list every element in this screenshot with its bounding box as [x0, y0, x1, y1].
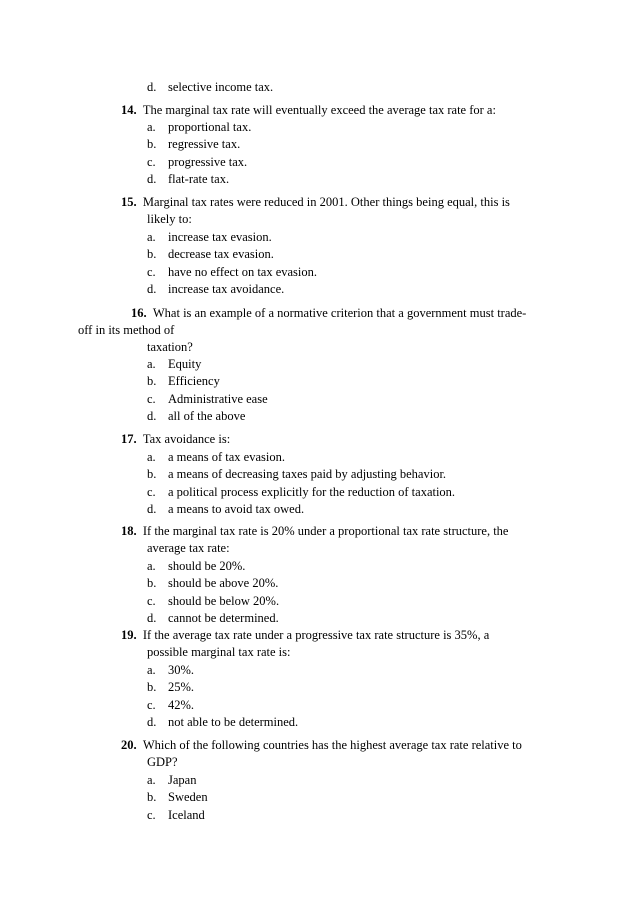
option-text: not able to be determined.	[168, 714, 299, 729]
option-letter: c.	[147, 807, 156, 822]
answer-option	[147, 119, 251, 135]
option-letter: a.	[147, 357, 156, 371]
option-letter: d.	[147, 281, 157, 296]
question-number: 17.	[121, 432, 137, 446]
question-number: 18.	[121, 524, 137, 538]
option-letter: d.	[147, 714, 157, 729]
question-stem	[121, 194, 510, 210]
question-number: 16.	[131, 306, 147, 320]
option-letter: b.	[147, 247, 157, 262]
option-text: should be below 20%.	[168, 593, 280, 608]
question-stem	[121, 102, 496, 118]
option-text: a means to avoid tax owed.	[168, 501, 305, 516]
answer-option	[147, 484, 455, 500]
option-letter: c.	[147, 391, 156, 406]
option-text: Iceland	[168, 807, 205, 822]
answer-option	[147, 575, 278, 591]
option-text: a means of tax evasion.	[168, 450, 285, 464]
option-text: should be 20%.	[168, 559, 246, 573]
option-letter: a.	[147, 230, 156, 244]
option-text: 25%.	[168, 680, 195, 695]
answer-option	[147, 79, 273, 95]
option-letter: a.	[147, 559, 156, 573]
question-text-continued: taxation?	[147, 340, 193, 354]
option-text: all of the above	[168, 408, 246, 423]
answer-option	[147, 449, 285, 465]
option-letter: c.	[147, 593, 156, 608]
answer-option	[147, 356, 201, 372]
option-text: should be above 20%.	[168, 576, 279, 591]
option-text: Administrative ease	[168, 391, 268, 406]
question-number: 19.	[121, 628, 137, 642]
answer-option	[147, 246, 274, 262]
answer-option	[147, 593, 279, 609]
option-text: increase tax evasion.	[168, 230, 272, 244]
option-text: 42%.	[168, 697, 195, 712]
option-letter: d.	[147, 80, 157, 94]
option-text: a means of decreasing taxes paid by adjusting behavior.	[168, 467, 447, 482]
question-text: Marginal tax rates were reduced in 2001. Other things being equal, this is	[142, 195, 510, 209]
answer-option	[147, 408, 245, 424]
question-stem	[121, 523, 508, 539]
option-letter: d.	[147, 501, 157, 516]
question-text: The marginal tax rate will eventually exceed the average tax rate for a:	[142, 103, 496, 117]
question-stem	[121, 737, 522, 753]
question-text-continued: GDP?	[147, 755, 178, 769]
option-letter: b.	[147, 576, 157, 591]
option-text: Sweden	[168, 790, 208, 805]
option-letter: b.	[147, 137, 157, 152]
option-text: cannot be determined.	[168, 610, 279, 625]
answer-option	[147, 789, 208, 805]
option-text: regressive tax.	[168, 137, 241, 152]
question-text: If the average tax rate under a progressive tax rate structure is 35%, a	[142, 628, 490, 642]
answer-option	[147, 229, 272, 245]
answer-option	[147, 679, 194, 695]
question-stem	[121, 431, 230, 447]
answer-option	[147, 714, 298, 730]
question-text-continued: off in its method of	[78, 323, 175, 337]
answer-option	[147, 662, 194, 678]
question-text-continued: possible marginal tax rate is:	[147, 645, 291, 659]
option-letter: b.	[147, 467, 157, 482]
option-letter: c.	[147, 484, 156, 499]
option-text: increase tax avoidance.	[168, 281, 285, 296]
option-letter: a.	[147, 120, 156, 134]
option-text: Japan	[168, 773, 197, 787]
question-text: If the marginal tax rate is 20% under a proportional tax rate structure, the	[142, 524, 509, 538]
option-text: Equity	[168, 357, 202, 371]
option-letter: d.	[147, 171, 157, 186]
option-letter: c.	[147, 154, 156, 169]
question-text: Which of the following countries has the highest average tax rate relative to	[142, 738, 522, 752]
question-stem	[121, 627, 489, 643]
answer-option	[147, 466, 446, 482]
option-text: a political process explicitly for the reduction of taxation.	[168, 484, 456, 499]
option-letter: b.	[147, 374, 157, 389]
option-text: selective income tax.	[168, 80, 274, 94]
option-letter: b.	[147, 680, 157, 695]
answer-option	[147, 610, 279, 626]
answer-option	[147, 501, 304, 517]
option-letter: c.	[147, 697, 156, 712]
answer-option	[147, 558, 245, 574]
option-letter: a.	[147, 663, 156, 677]
answer-option	[147, 373, 220, 389]
answer-option	[147, 697, 194, 713]
option-text: Efficiency	[168, 374, 220, 389]
question-number: 14.	[121, 103, 137, 117]
question-text: Tax avoidance is:	[142, 432, 231, 446]
answer-option	[147, 136, 240, 152]
question-number: 20.	[121, 738, 137, 752]
answer-option	[147, 772, 196, 788]
option-letter: a.	[147, 450, 156, 464]
question-text-continued: average tax rate:	[147, 541, 230, 555]
option-letter: c.	[147, 264, 156, 279]
option-letter: d.	[147, 610, 157, 625]
answer-option	[147, 154, 247, 170]
answer-option	[147, 391, 268, 407]
answer-option	[147, 264, 317, 280]
option-text: decrease tax evasion.	[168, 247, 274, 262]
question-stem	[131, 305, 526, 321]
option-letter: b.	[147, 790, 157, 805]
answer-option	[147, 281, 284, 297]
option-text: proportional tax.	[168, 120, 252, 134]
question-text-continued: likely to:	[147, 212, 192, 226]
option-text: flat-rate tax.	[168, 171, 230, 186]
question-number: 15.	[121, 195, 137, 209]
answer-option	[147, 807, 205, 823]
answer-option	[147, 171, 229, 187]
option-text: 30%.	[168, 663, 195, 677]
option-text: have no effect on tax evasion.	[168, 264, 318, 279]
option-letter: d.	[147, 408, 157, 423]
question-text: What is an example of a normative criterion that a government must trade-	[152, 306, 527, 320]
option-letter: a.	[147, 773, 156, 787]
option-text: progressive tax.	[168, 154, 248, 169]
